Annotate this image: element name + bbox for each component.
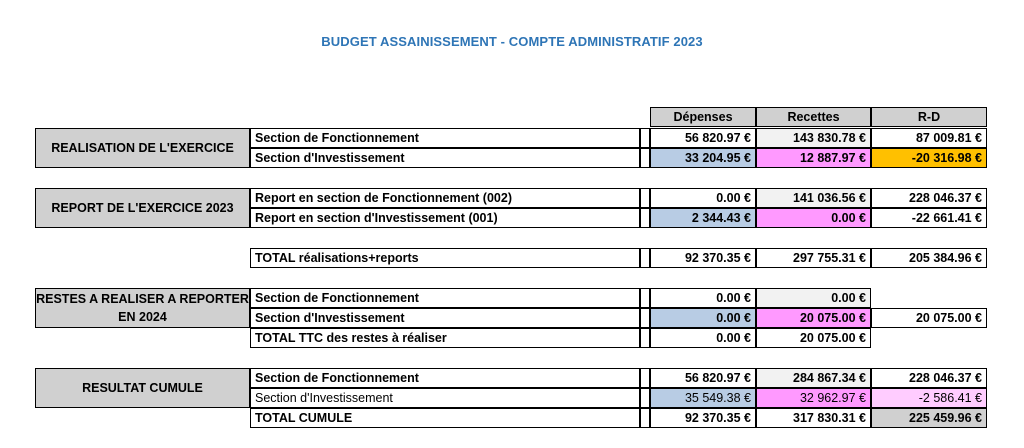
rd-cell: -2 586.41 € — [871, 388, 987, 408]
recettes-cell: 20 075.00 € — [756, 308, 871, 328]
row-label: Section de Fonctionnement — [250, 368, 640, 388]
spacer-cell — [640, 208, 650, 228]
header-depenses: Dépenses — [650, 107, 756, 127]
rd-cell: 20 075.00 € — [871, 308, 987, 328]
row-label: Section d'Investissement — [250, 148, 640, 168]
depenses-cell: 35 549.38 € — [650, 388, 756, 408]
rd-cell: -22 661.41 € — [871, 208, 987, 228]
group-realisation: REALISATION DE L'EXERCICE — [35, 128, 250, 168]
spacer-cell — [640, 408, 650, 428]
depenses-cell: 0.00 € — [650, 188, 756, 208]
recettes-cell: 12 887.97 € — [756, 148, 871, 168]
recettes-cell: 141 036.56 € — [756, 188, 871, 208]
spacer-cell — [640, 388, 650, 408]
recettes-cell: 297 755.31 € — [756, 248, 871, 268]
depenses-cell: 0.00 € — [650, 308, 756, 328]
depenses-cell: 56 820.97 € — [650, 368, 756, 388]
spacer-cell — [640, 248, 650, 268]
header-recettes: Recettes — [756, 107, 871, 127]
group-resultat: RESULTAT CUMULE — [35, 368, 250, 408]
depenses-cell: 2 344.43 € — [650, 208, 756, 228]
rd-cell: -20 316.98 € — [871, 148, 987, 168]
rd-cell: 87 009.81 € — [871, 128, 987, 148]
row-label: Section de Fonctionnement — [250, 288, 640, 308]
group-report: REPORT DE L'EXERCICE 2023 — [35, 188, 250, 228]
row-label: Report en section d'Investissement (001) — [250, 208, 640, 228]
page-title: BUDGET ASSAINISSEMENT - COMPTE ADMINISTRATIF 2023 — [321, 34, 703, 49]
depenses-cell: 0.00 € — [650, 328, 756, 348]
spacer-cell — [640, 328, 650, 348]
row-label: Section d'Investissement — [250, 388, 640, 408]
recettes-cell: 284 867.34 € — [756, 368, 871, 388]
rd-cell: 225 459.96 € — [871, 408, 987, 428]
depenses-cell: 92 370.35 € — [650, 408, 756, 428]
recettes-cell: 20 075.00 € — [756, 328, 871, 348]
spacer-cell — [640, 308, 650, 328]
spacer-cell — [640, 128, 650, 148]
depenses-cell: 0.00 € — [650, 288, 756, 308]
rd-cell: 228 046.37 € — [871, 368, 987, 388]
rd-cell: 205 384.96 € — [871, 248, 987, 268]
rd-cell: 228 046.37 € — [871, 188, 987, 208]
recettes-cell: 0.00 € — [756, 288, 871, 308]
row-label: TOTAL CUMULE — [250, 408, 640, 428]
depenses-cell: 92 370.35 € — [650, 248, 756, 268]
header-rd: R-D — [871, 107, 987, 127]
row-label: Section de Fonctionnement — [250, 128, 640, 148]
recettes-cell: 32 962.97 € — [756, 388, 871, 408]
spacer-cell — [640, 288, 650, 308]
spacer-cell — [640, 368, 650, 388]
group-restes: RESTES A REALISER A REPORTER EN 2024 — [35, 288, 250, 328]
recettes-cell: 143 830.78 € — [756, 128, 871, 148]
row-label: Report en section de Fonctionnement (002) — [250, 188, 640, 208]
row-label: Section d'Investissement — [250, 308, 640, 328]
depenses-cell: 33 204.95 € — [650, 148, 756, 168]
spacer-cell — [640, 188, 650, 208]
recettes-cell: 317 830.31 € — [756, 408, 871, 428]
recettes-cell: 0.00 € — [756, 208, 871, 228]
row-label: TOTAL TTC des restes à réaliser — [250, 328, 640, 348]
row-label: TOTAL réalisations+reports — [250, 248, 640, 268]
spacer-cell — [640, 148, 650, 168]
depenses-cell: 56 820.97 € — [650, 128, 756, 148]
